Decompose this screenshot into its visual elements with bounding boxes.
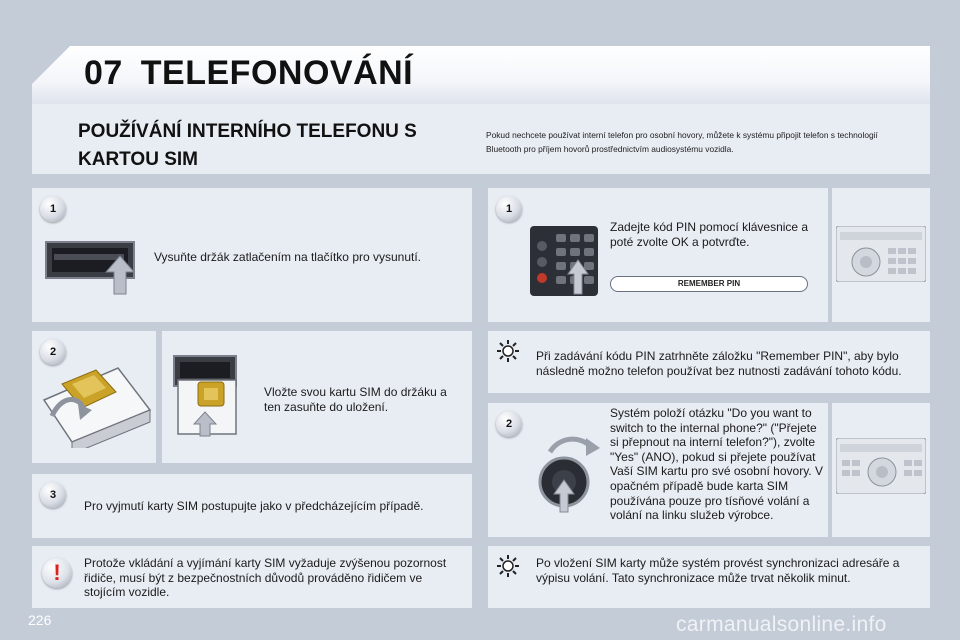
section-title: POUŽÍVÁNÍ INTERNÍHO TELEFONU S KARTOU SIM xyxy=(78,121,417,170)
chapter-name: TELEFONOVÁNÍ xyxy=(140,54,414,92)
step-badge: 3 xyxy=(40,482,66,508)
page-number: 226 xyxy=(28,612,52,628)
audio-unit-illustration xyxy=(836,438,926,494)
chapter-number: 07 xyxy=(84,54,123,92)
rotary-knob-illustration xyxy=(530,430,602,514)
sim-holder-eject-illustration xyxy=(44,238,140,296)
warning-icon: ! xyxy=(42,558,72,588)
step-badge: 1 xyxy=(40,196,66,222)
keypad-illustration xyxy=(530,226,598,296)
tip-2-text: Po vložení SIM karty může systém provést synchronizaci adresáře a výpisu volání. Tato synchronizace může trvat několik minut. xyxy=(536,556,900,585)
step-badge: 2 xyxy=(496,411,522,437)
sun-tip-icon xyxy=(496,554,520,578)
warning-text: Protože vkládání a vyjímání karty SIM vyžaduje zvýšenou pozornost řidiče, musí být z bezpečnostních důvodů prováděno řidičem ve stojícím vozidle. xyxy=(84,556,447,600)
right-step-2-text: Systém položí otázku "Do you want to switch to the internal phone?" ("Přejete si přepnout na interní telefon?"), zvolte "Yes" (ANO), pokud si přejete používat Vaší SIM kartu pro své osobní hovory. V opačném případě bude karta SIM používána pouze pro tísňové volání a volání na linku služeb výrobce. xyxy=(610,406,823,523)
watermark: carmanualsonline.info xyxy=(676,613,887,636)
section-intro: Pokud nechcete používat interní telefon pro osobní hovory, můžete k systému připojit telefon s technologií Bluetooth pro příjem hovorů prostřednictvím audiosystému vozidla. xyxy=(486,130,878,154)
audio-unit-illustration xyxy=(836,226,926,282)
left-step-3-text: Pro vyjmutí karty SIM postupujte jako v předcházejícím případě. xyxy=(84,499,424,513)
sim-tray-illustration xyxy=(38,364,154,448)
remember-pin-button[interactable]: REMEMBER PIN xyxy=(610,276,808,292)
right-step-1-text: Zadejte kód PIN pomocí klávesnice a poté zvolte OK a potvrďte. xyxy=(610,220,809,249)
sun-tip-icon xyxy=(496,339,520,363)
step-badge: 2 xyxy=(40,339,66,365)
sim-insert-illustration xyxy=(172,354,256,438)
step-badge: 1 xyxy=(496,196,522,222)
left-step-1-text: Vysuňte držák zatlačením na tlačítko pro vysunutí. xyxy=(154,250,422,264)
left-step-2-text: Vložte svou kartu SIM do držáku a ten zasuňte do uložení. xyxy=(264,385,447,414)
chapter-title xyxy=(84,54,413,93)
tip-1-text: Při zadávání kódu PIN zatrhněte záložku "Remember PIN", aby bylo následně možno telefon používat bez nutnosti zadávání tohoto kódu. xyxy=(536,349,902,378)
